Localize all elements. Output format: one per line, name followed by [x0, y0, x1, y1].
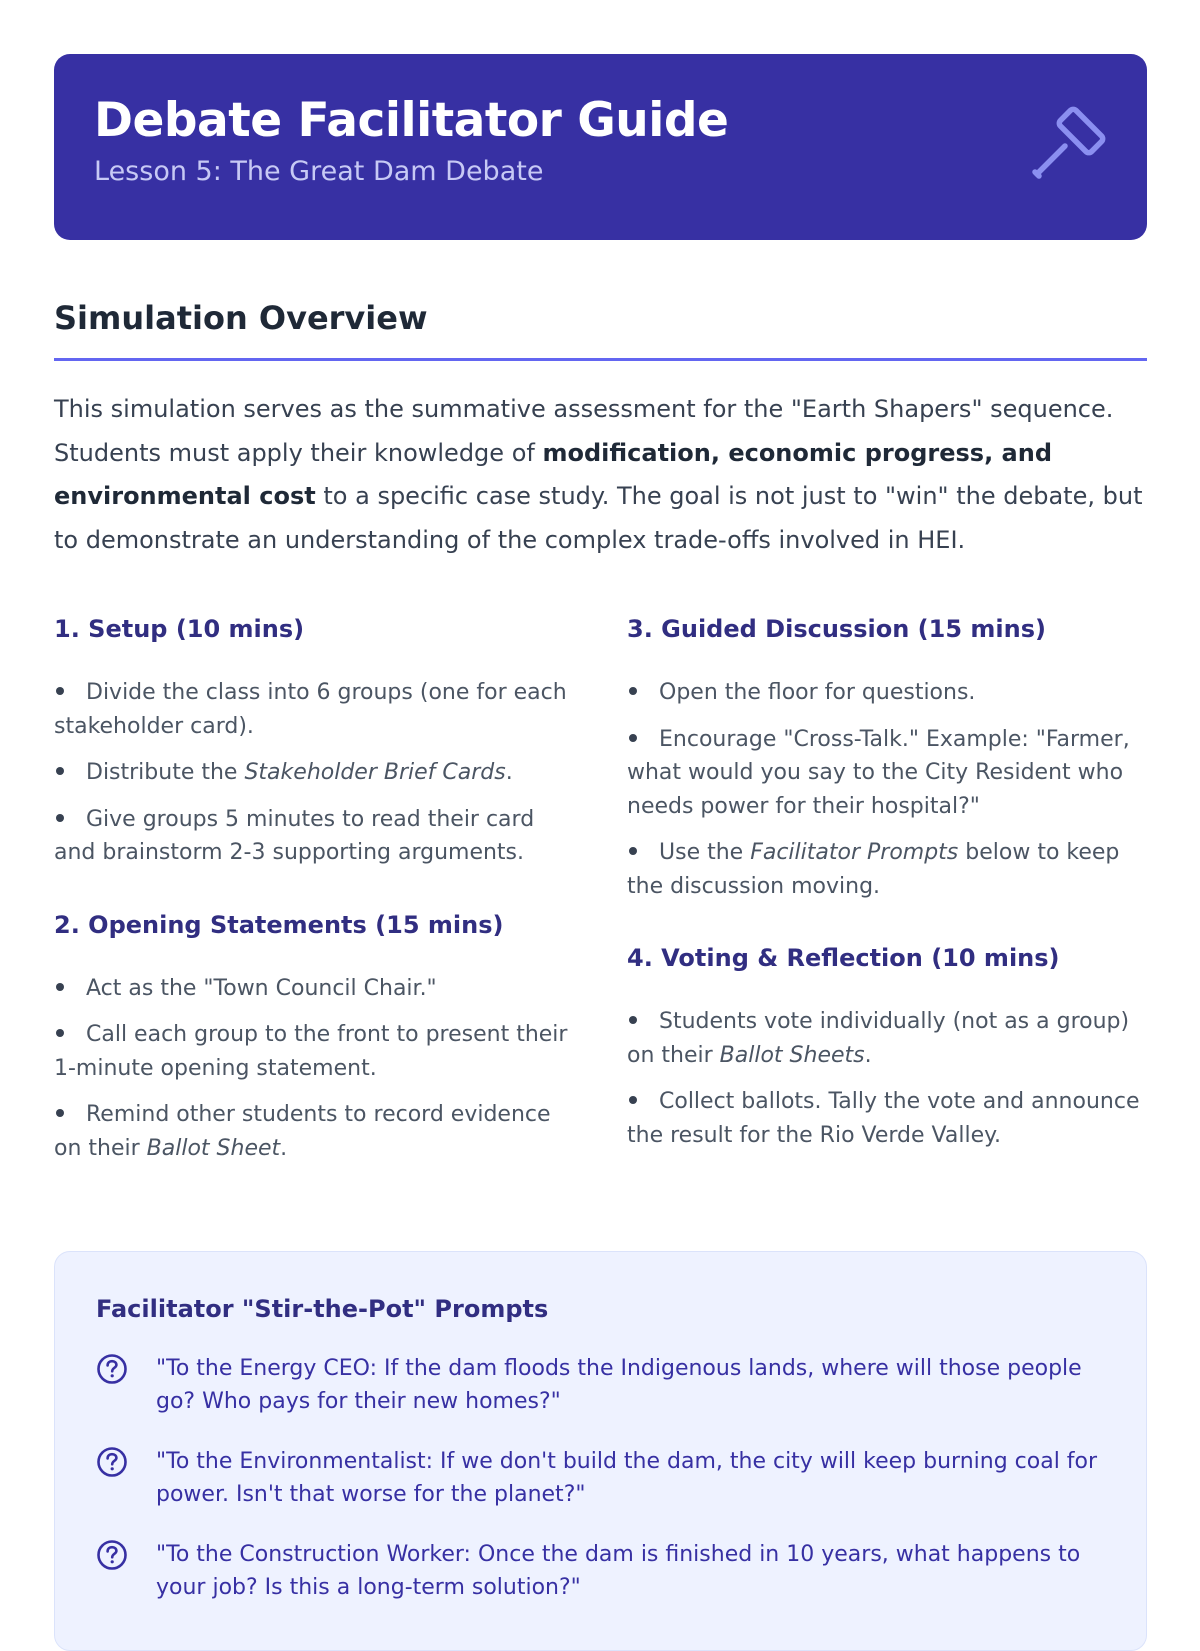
list-item	[54, 1098, 574, 1165]
lesson-subtitle: Lesson 5: The Great Dam Debate	[94, 156, 544, 187]
list-item-text: Give groups 5 minutes to read their card and brainstorm 2-3 supporting arguments.	[54, 806, 535, 865]
overview-text-1: This simulation serves as the summative assessment for the "Earth Shapers" sequence. Students must apply their knowledge of	[54, 395, 1114, 467]
bullet-icon	[629, 687, 637, 695]
discussion-list	[627, 676, 1147, 903]
bullet-icon	[629, 1096, 637, 1104]
bullet-icon	[56, 687, 64, 695]
list-item	[54, 803, 574, 870]
overview-heading: Simulation Overview	[54, 296, 1147, 361]
list-item	[54, 676, 574, 743]
list-item	[54, 972, 574, 1006]
question-circle-icon	[96, 1539, 128, 1571]
list-item-text: .	[280, 1135, 288, 1161]
list-item	[627, 1085, 1147, 1152]
guide-page	[54, 54, 1147, 1232]
setup-list	[54, 676, 574, 870]
voting-heading: 4. Voting & Reflection (10 mins)	[627, 944, 1060, 972]
list-item-text: Collect ballots. Tally the vote and announce the result for the Rio Verde Valley.	[627, 1089, 1140, 1148]
list-item-text: Call each group to the front to present their 1-minute opening statement.	[54, 1022, 568, 1081]
list-item	[627, 1005, 1147, 1072]
header-banner	[54, 54, 1147, 240]
list-item	[54, 1018, 574, 1085]
overview-text-2: to a specific case study. The goal is not just to "win" the debate, but to demonstrate an understanding of the complex trade-offs involved in HEI.	[54, 482, 1143, 554]
list-item-text: Remind other students to record evidence on their	[54, 1102, 551, 1161]
prompt-item	[96, 1445, 1106, 1511]
opening-list	[54, 972, 574, 1166]
list-item	[54, 756, 574, 790]
list-item-text: Divide the class into 6 groups (one for each stakeholder card).	[54, 680, 567, 739]
gavel-icon	[1027, 104, 1111, 188]
list-item-text: Distribute the	[86, 760, 245, 785]
prompt-text: "To the Environmentalist: If we don't build the dam, the city will keep burning coal for power. Isn't that worse for the planet?"	[156, 1449, 1098, 1507]
question-circle-icon	[96, 1446, 128, 1478]
prompts-title: Facilitator "Stir-the-Pot" Prompts	[96, 1295, 549, 1323]
setup-heading: 1. Setup (10 mins)	[54, 615, 305, 643]
opening-heading: 2. Opening Statements (15 mins)	[54, 910, 504, 939]
list-item-text: Act as the "Town Council Chair."	[86, 975, 437, 1001]
prompt-item	[96, 1352, 1106, 1418]
list-item-text: .	[864, 1042, 872, 1068]
bullet-icon	[629, 847, 637, 855]
list-item-emphasis: Stakeholder Brief Cards	[244, 760, 506, 785]
list-item-emphasis: Ballot Sheet	[146, 1135, 281, 1161]
question-circle-icon	[96, 1353, 128, 1385]
page-title: Debate Facilitator Guide	[94, 93, 729, 148]
list-item-emphasis: Facilitator Prompts	[750, 840, 959, 865]
bullet-icon	[56, 1029, 64, 1037]
list-item-text: Encourage "Cross-Talk." Example: "Farmer, what would you say to the City Resident who needs power for their hospital?"	[627, 726, 1130, 819]
bullet-icon	[629, 734, 637, 742]
bullet-icon	[56, 814, 64, 822]
list-item-text: .	[505, 760, 513, 785]
list-item-text: Open the floor for questions.	[659, 680, 976, 705]
prompt-text: "To the Energy CEO: If the dam floods the Indigenous lands, where will those people go? Who pays for their new homes?"	[156, 1356, 1082, 1414]
list-item-text: below to keep the discussion moving.	[627, 840, 1120, 899]
overview-bold: modification, economic progress, and environmental cost	[54, 438, 1052, 510]
list-item-emphasis: Ballot Sheets	[719, 1042, 865, 1068]
bullet-icon	[56, 767, 64, 775]
steps-right-column	[627, 612, 1147, 1190]
steps-grid	[54, 612, 1147, 1232]
facilitator-prompts-box	[54, 1251, 1147, 1651]
list-item-text: Use the	[659, 840, 751, 865]
discussion-heading: 3. Guided Discussion (15 mins)	[627, 615, 1046, 643]
bullet-icon	[56, 1109, 64, 1117]
list-item	[627, 676, 1147, 710]
prompt-item	[96, 1538, 1106, 1604]
voting-list	[627, 1005, 1147, 1152]
overview-paragraph	[54, 388, 1147, 562]
bullet-icon	[629, 1016, 637, 1024]
bullet-icon	[56, 983, 64, 991]
prompt-text: "To the Construction Worker: Once the dam is finished in 10 years, what happens to your job? Is this a long-term solution?"	[156, 1542, 1081, 1600]
list-item	[627, 723, 1147, 824]
list-item	[627, 836, 1147, 903]
list-item-text: Students vote individually (not as a group) on their	[627, 1009, 1130, 1068]
steps-left-column	[54, 612, 574, 1203]
